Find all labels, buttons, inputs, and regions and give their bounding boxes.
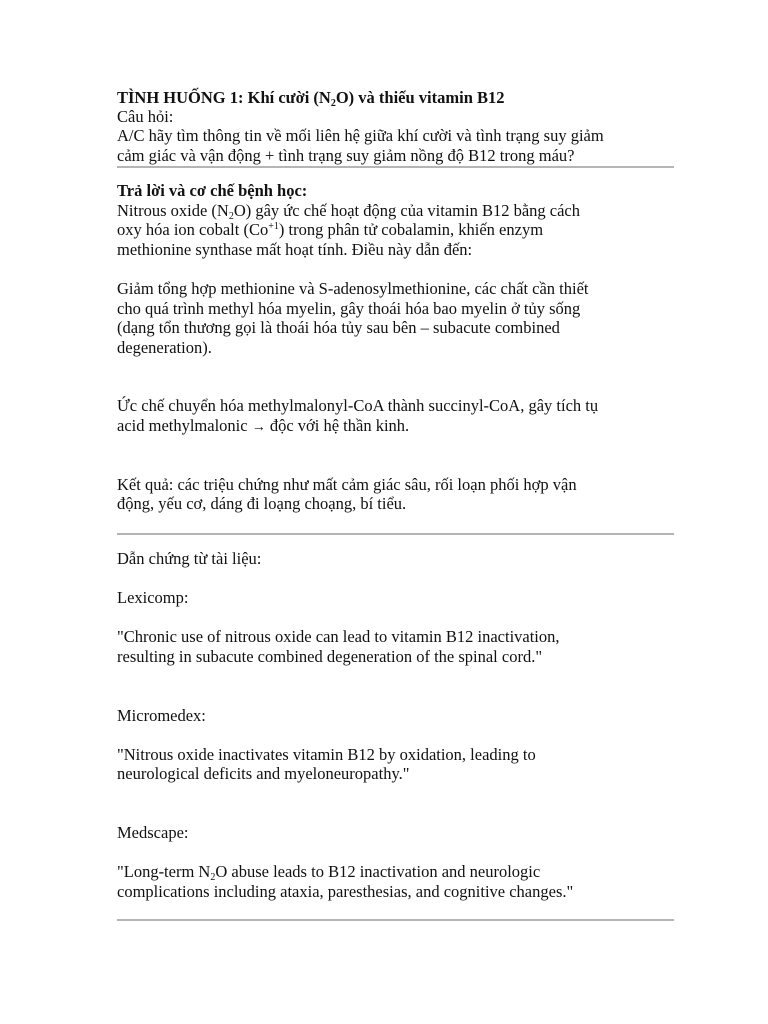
answer-intro-1a: Nitrous oxide (N — [117, 201, 229, 220]
lexicomp-label: Lexicomp: — [117, 588, 189, 607]
answer-intro-line-1 — [117, 201, 580, 220]
micromedex-quote-line-2: neurological deficits and myeloneuropathy." — [117, 764, 410, 783]
answer-intro-1b: O) gây ức chế hoạt động của vitamin B12 bằng cách — [233, 201, 580, 220]
case-heading-subscript: 2 — [330, 98, 336, 109]
paragraph-3-line-1: Kết quả: các triệu chứng như mất cảm giác sâu, rối loạn phối hợp vận — [117, 475, 577, 494]
lexicomp-quote-line-1: "Chronic use of nitrous oxide can lead to vitamin B12 inactivation, — [117, 627, 560, 646]
answer-intro-2b: ) trong phân tử cobalamin, khiến enzym — [278, 220, 544, 239]
case-heading-suffix: O) và thiếu vitamin B12 — [335, 88, 505, 107]
paragraph-2-2b: độc với hệ thần kinh. — [269, 416, 410, 435]
medscape-quote-line-2: complications including ataxia, paresthesias, and cognitive changes." — [117, 882, 574, 901]
question-label: Câu hỏi: — [117, 107, 174, 126]
case-heading-prefix: TÌNH HUỐNG 1: Khí cười (N — [117, 88, 331, 107]
paragraph-3-line-2: động, yếu cơ, dáng đi loạng choạng, bí tiểu. — [117, 494, 407, 513]
answer-intro-subscript: 2 — [228, 211, 234, 222]
right-arrow-icon: → — [251, 420, 266, 435]
answer-intro-line-3: methionine synthase mất hoạt tính. Điều này dẫn đến: — [117, 240, 473, 259]
medscape-label: Medscape: — [117, 823, 189, 842]
evidence-title: Dẫn chứng từ tài liệu: — [117, 549, 262, 568]
micromedex-quote-line-1: "Nitrous oxide inactivates vitamin B12 by oxidation, leading to — [117, 745, 536, 764]
answer-title: Trả lời và cơ chế bệnh học: — [117, 181, 308, 200]
question-line-1: A/C hãy tìm thông tin về mối liên hệ giữa khí cười và tình trạng suy giảm — [117, 126, 604, 145]
divider-1 — [117, 166, 674, 168]
paragraph-1-line-1: Giảm tổng hợp methionine và S-adenosylmethionine, các chất cần thiết — [117, 279, 589, 298]
paragraph-1-line-4: degeneration). — [117, 338, 212, 357]
medscape-quote-1b: O abuse leads to B12 inactivation and neurologic — [215, 862, 541, 881]
answer-intro-2a: oxy hóa ion cobalt (Co — [117, 220, 269, 239]
paragraph-2-2a: acid methylmalonic — [117, 416, 248, 435]
divider-2 — [117, 533, 674, 535]
medscape-quote-subscript: 2 — [210, 872, 216, 883]
lexicomp-quote-line-2: resulting in subacute combined degeneration of the spinal cord." — [117, 647, 543, 666]
question-line-2: cảm giác và vận động + tình trạng suy giảm nồng độ B12 trong máu? — [117, 146, 575, 165]
paragraph-2-line-1: Ức chế chuyển hóa methylmalonyl-CoA thành succinyl-CoA, gây tích tụ — [117, 396, 599, 415]
micromedex-label: Micromedex: — [117, 706, 206, 725]
divider-3 — [117, 919, 674, 921]
paragraph-1-line-2: cho quá trình methyl hóa myelin, gây thoái hóa bao myelin ở tủy sống — [117, 299, 581, 318]
paragraph-2-line-2 — [117, 416, 409, 437]
medscape-quote-1a: "Long-term N — [117, 862, 211, 881]
medscape-quote-line-1 — [117, 862, 540, 881]
case-heading — [117, 88, 505, 107]
answer-intro-superscript: +1 — [268, 221, 279, 232]
paragraph-1-line-3: (dạng tổn thương gọi là thoái hóa tủy sau bên – subacute combined — [117, 318, 560, 337]
answer-intro-line-2 — [117, 220, 543, 239]
